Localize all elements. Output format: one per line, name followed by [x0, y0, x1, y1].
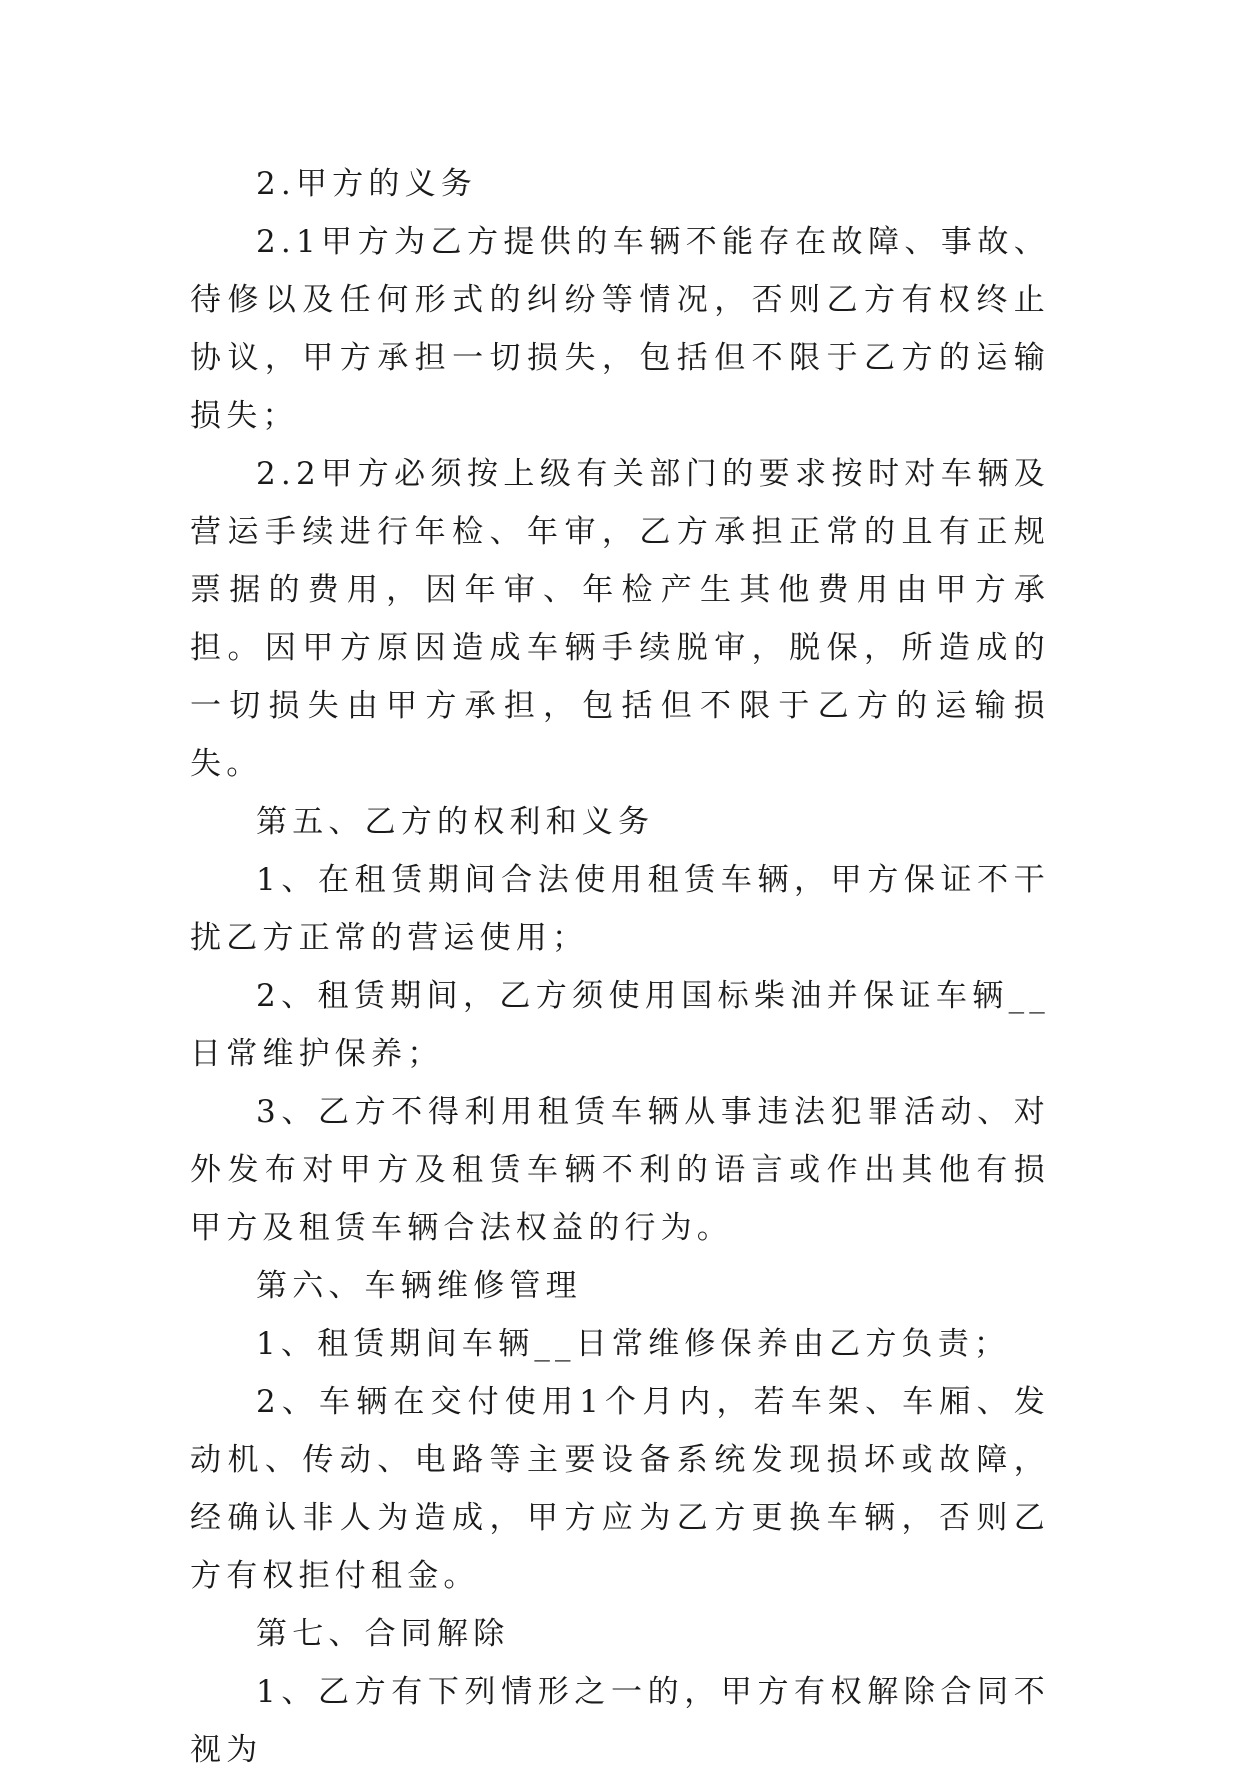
document-body — [190, 155, 1050, 1779]
paragraph-clause-2-2: 2.2甲方必须按上级有关部门的要求按时对车辆及营运手续进行年检、年审，乙方承担正常的且有正规票据的费用，因年审、年检产生其他费用由甲方承担。因甲方原因造成车辆手续脱审，脱保，所造成的一切损失由甲方承担，包括但不限于乙方的运输损失。 — [190, 456, 1050, 782]
paragraph-section-five-item-2: 2、租赁期间，乙方须使用国标柴油并保证车辆__日常维护保养； — [190, 978, 1050, 1072]
paragraph-section-five-item-1: 1、在租赁期间合法使用租赁车辆，甲方保证不干扰乙方正常的营运使用； — [190, 862, 1050, 956]
section-seven-heading: 第七、合同解除 — [256, 1616, 510, 1652]
section-six-heading: 第六、车辆维修管理 — [256, 1268, 582, 1304]
paragraph-section-six-item-2: 2、车辆在交付使用1个月内，若车架、车厢、发动机、传动、电路等主要设备系统发现损坏或故障，经确认非人为造成，甲方应为乙方更换车辆，否则乙方有权拒付租金。 — [190, 1384, 1050, 1594]
paragraph-section-five-item-3: 3、乙方不得利用租赁车辆从事违法犯罪活动、对外发布对甲方及租赁车辆不利的语言或作出其他有损甲方及租赁车辆合法权益的行为。 — [190, 1094, 1050, 1246]
paragraph-section-seven-item-1: 1、乙方有下列情形之一的，甲方有权解除合同不视为 — [190, 1674, 1050, 1768]
paragraph-clause-2-1: 2.1甲方为乙方提供的车辆不能存在故障、事故、待修以及任何形式的纠纷等情况，否则乙方有权终止协议，甲方承担一切损失，包括但不限于乙方的运输损失； — [190, 224, 1050, 434]
paragraph-party-a-obligations-heading: 2.甲方的义务 — [256, 166, 477, 202]
paragraph-section-six-item-1: 1、租赁期间车辆__日常维修保养由乙方负责； — [256, 1326, 1011, 1362]
section-five-heading: 第五、乙方的权利和义务 — [256, 804, 655, 840]
